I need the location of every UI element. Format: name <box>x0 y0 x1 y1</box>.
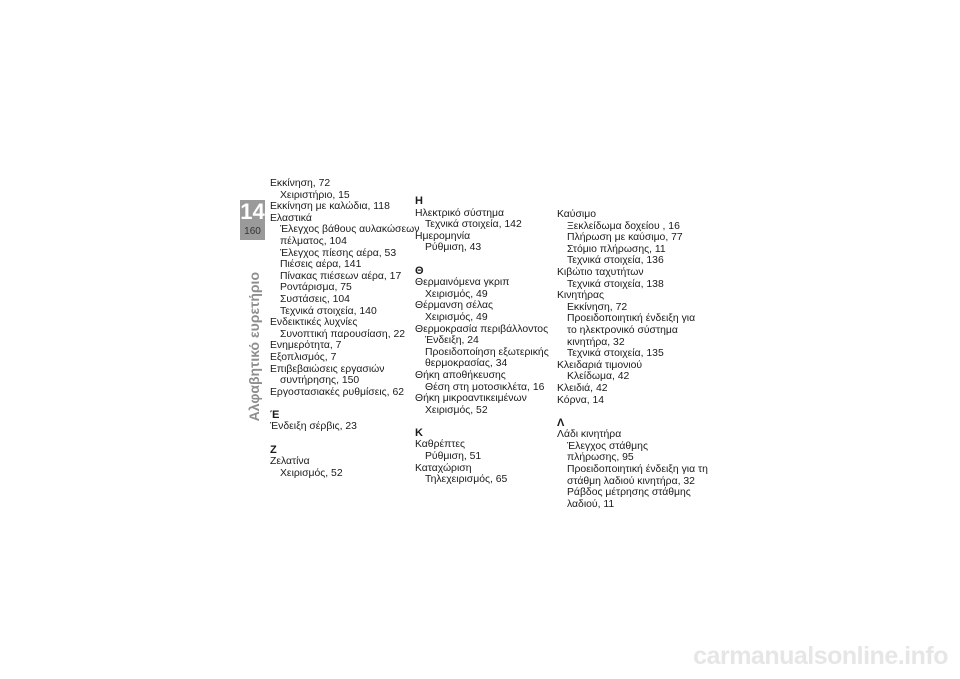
index-subentry: Έλεγχος βάθους αυλακώσεων <box>280 224 420 236</box>
index-subentry: Συνοπτική παρουσίαση, 22 <box>280 328 406 340</box>
index-letter-heading: Η <box>415 195 423 207</box>
index-group <box>415 428 550 486</box>
index-subentry: Χειρισμός, 52 <box>425 404 488 416</box>
index-entry: Λάδι κινητήρα <box>557 429 622 441</box>
index-entry: Κλειδιά, 42 <box>557 382 608 394</box>
index-column-2 <box>415 196 550 486</box>
index-entry: Ελαστικά <box>270 212 312 224</box>
index-subentry: Θέση στη μοτοσικλέτα, 16 <box>425 381 545 393</box>
index-subentry: Ρύθμιση, 43 <box>425 242 482 254</box>
index-title: Αλφαβητικό ευρετήριο <box>246 272 262 422</box>
index-group <box>270 178 420 398</box>
index-subentry: Χειριστήριο, 15 <box>280 189 350 201</box>
index-subentry: πλήρωσης, 95 <box>567 452 634 464</box>
index-letter-heading: Ζ <box>270 443 277 456</box>
watermark: carmanualsonline.info <box>693 642 948 670</box>
index-group <box>270 445 405 480</box>
index-letter-heading: Λ <box>557 416 565 429</box>
index-entry: Ημερομηνία <box>415 230 471 242</box>
index-letter-heading: Κ <box>415 426 423 439</box>
index-group <box>557 209 717 406</box>
index-subentry: Ροντάρισμα, 75 <box>280 282 352 294</box>
index-subentry: Πιέσεις αέρα, 141 <box>280 259 362 271</box>
index-subentry: Τεχνικά στοιχεία, 138 <box>567 278 664 290</box>
index-entry: Θήκη μικροαντικειμένων <box>415 393 527 405</box>
index-entry: Εκκίνηση με καλώδια, 118 <box>270 201 390 213</box>
index-subentry: το ηλεκτρονικό σύστημα <box>567 324 678 336</box>
index-entry: Κινητήρας <box>557 290 605 302</box>
index-entry: Ένδειξη σέρβις, 23 <box>270 421 357 433</box>
page-number: 160 <box>244 226 261 237</box>
index-column-1 <box>270 178 420 479</box>
index-subentry: Προειδοποίηση εξωτερικής <box>425 346 549 358</box>
index-entry: Εργοστασιακές ρυθμίσεις, 62 <box>270 386 405 398</box>
index-subentry: Κλείδωμα, 42 <box>567 371 630 383</box>
index-entry: Ενημερότητα, 7 <box>270 340 342 352</box>
index-subentry: Πλήρωση με καύσιμο, 77 <box>567 232 683 244</box>
index-subentry: Τεχνικά στοιχεία, 136 <box>567 255 664 267</box>
index-subentry: θερμοκρασίας, 34 <box>425 358 508 370</box>
index-subentry: Προειδοποιητική ένδειξη για <box>567 313 696 325</box>
index-subentry: Χειρισμός, 52 <box>280 467 343 479</box>
index-entry: Εκκίνηση, 72 <box>270 178 331 189</box>
index-subentry: στάθμη λαδιού κινητήρα, 32 <box>567 475 695 487</box>
index-subentry: Τεχνικά στοιχεία, 135 <box>567 348 664 360</box>
index-entry: Εξοπλισμός, 7 <box>270 351 337 363</box>
index-subentry: Έλεγχος στάθμης <box>567 440 648 452</box>
index-entry: Καθρέπτες <box>415 439 466 451</box>
index-subentry: συντήρησης, 150 <box>280 375 360 387</box>
index-entry: Ζελατίνα <box>270 456 310 468</box>
index-entry: Καταχώριση <box>415 462 472 474</box>
index-subentry: Έλεγχος πίεσης αέρα, 53 <box>280 247 397 259</box>
index-group <box>415 266 550 417</box>
index-subentry: Εκκίνηση, 72 <box>567 301 628 313</box>
index-entry: Κόρνα, 14 <box>557 394 605 406</box>
index-subentry: Ράβδος μέτρησης στάθμης <box>567 487 691 499</box>
index-entry: Ενδεικτικές λυχνίες <box>270 317 358 329</box>
index-entry: Κιβώτιο ταχυτήτων <box>557 266 644 278</box>
index-subentry: Ένδειξη, 24 <box>425 335 479 347</box>
index-entry: Θερμαινόμενα γκριπ <box>415 277 510 289</box>
index-subentry: Στόμιο πλήρωσης, 11 <box>567 243 666 255</box>
index-entry: Καύσιμο <box>557 209 596 220</box>
index-subentry: Ρύθμιση, 51 <box>425 451 482 463</box>
index-subentry: Πίνακας πιέσεων αέρα, 17 <box>280 270 402 282</box>
index-entry: Ηλεκτρικό σύστημα <box>415 207 504 219</box>
index-entry: Κλειδαριά τιμονιού <box>557 359 643 371</box>
index-subentry: Χειρισμός, 49 <box>425 311 488 323</box>
index-group <box>415 196 550 254</box>
index-subentry: Τηλεχειρισμός, 65 <box>425 474 508 486</box>
index-subentry: Τεχνικά στοιχεία, 142 <box>425 219 522 231</box>
index-column-3 <box>557 209 717 510</box>
index-group <box>270 410 405 433</box>
index-subentry: Ξεκλείδωμα δοχείου , 16 <box>567 220 680 232</box>
index-letter-heading: Θ <box>415 264 424 277</box>
index-subentry: Τεχνικά στοιχεία, 140 <box>280 305 377 317</box>
index-letter-heading: Έ <box>270 408 280 421</box>
index-subentry: λαδιού, 11 <box>567 498 615 510</box>
index-entry: Θέρμανση σέλας <box>415 300 493 312</box>
index-entry: Θερμοκρασία περιβάλλοντος <box>415 323 549 335</box>
index-group <box>557 418 717 511</box>
index-subentry: Προειδοποιητική ένδειξη για τη <box>567 464 708 476</box>
index-subentry: πέλματος, 104 <box>280 235 347 247</box>
chapter-number: 14 <box>240 199 265 224</box>
index-subentry: κινητήρα, 32 <box>567 336 625 348</box>
index-entry: Επιβεβαιώσεις εργασιών <box>270 363 385 375</box>
index-subentry: Συστάσεις, 104 <box>280 293 350 305</box>
index-subentry: Χειρισμός, 49 <box>425 288 488 300</box>
index-entry: Θήκη αποθήκευσης <box>415 369 506 381</box>
